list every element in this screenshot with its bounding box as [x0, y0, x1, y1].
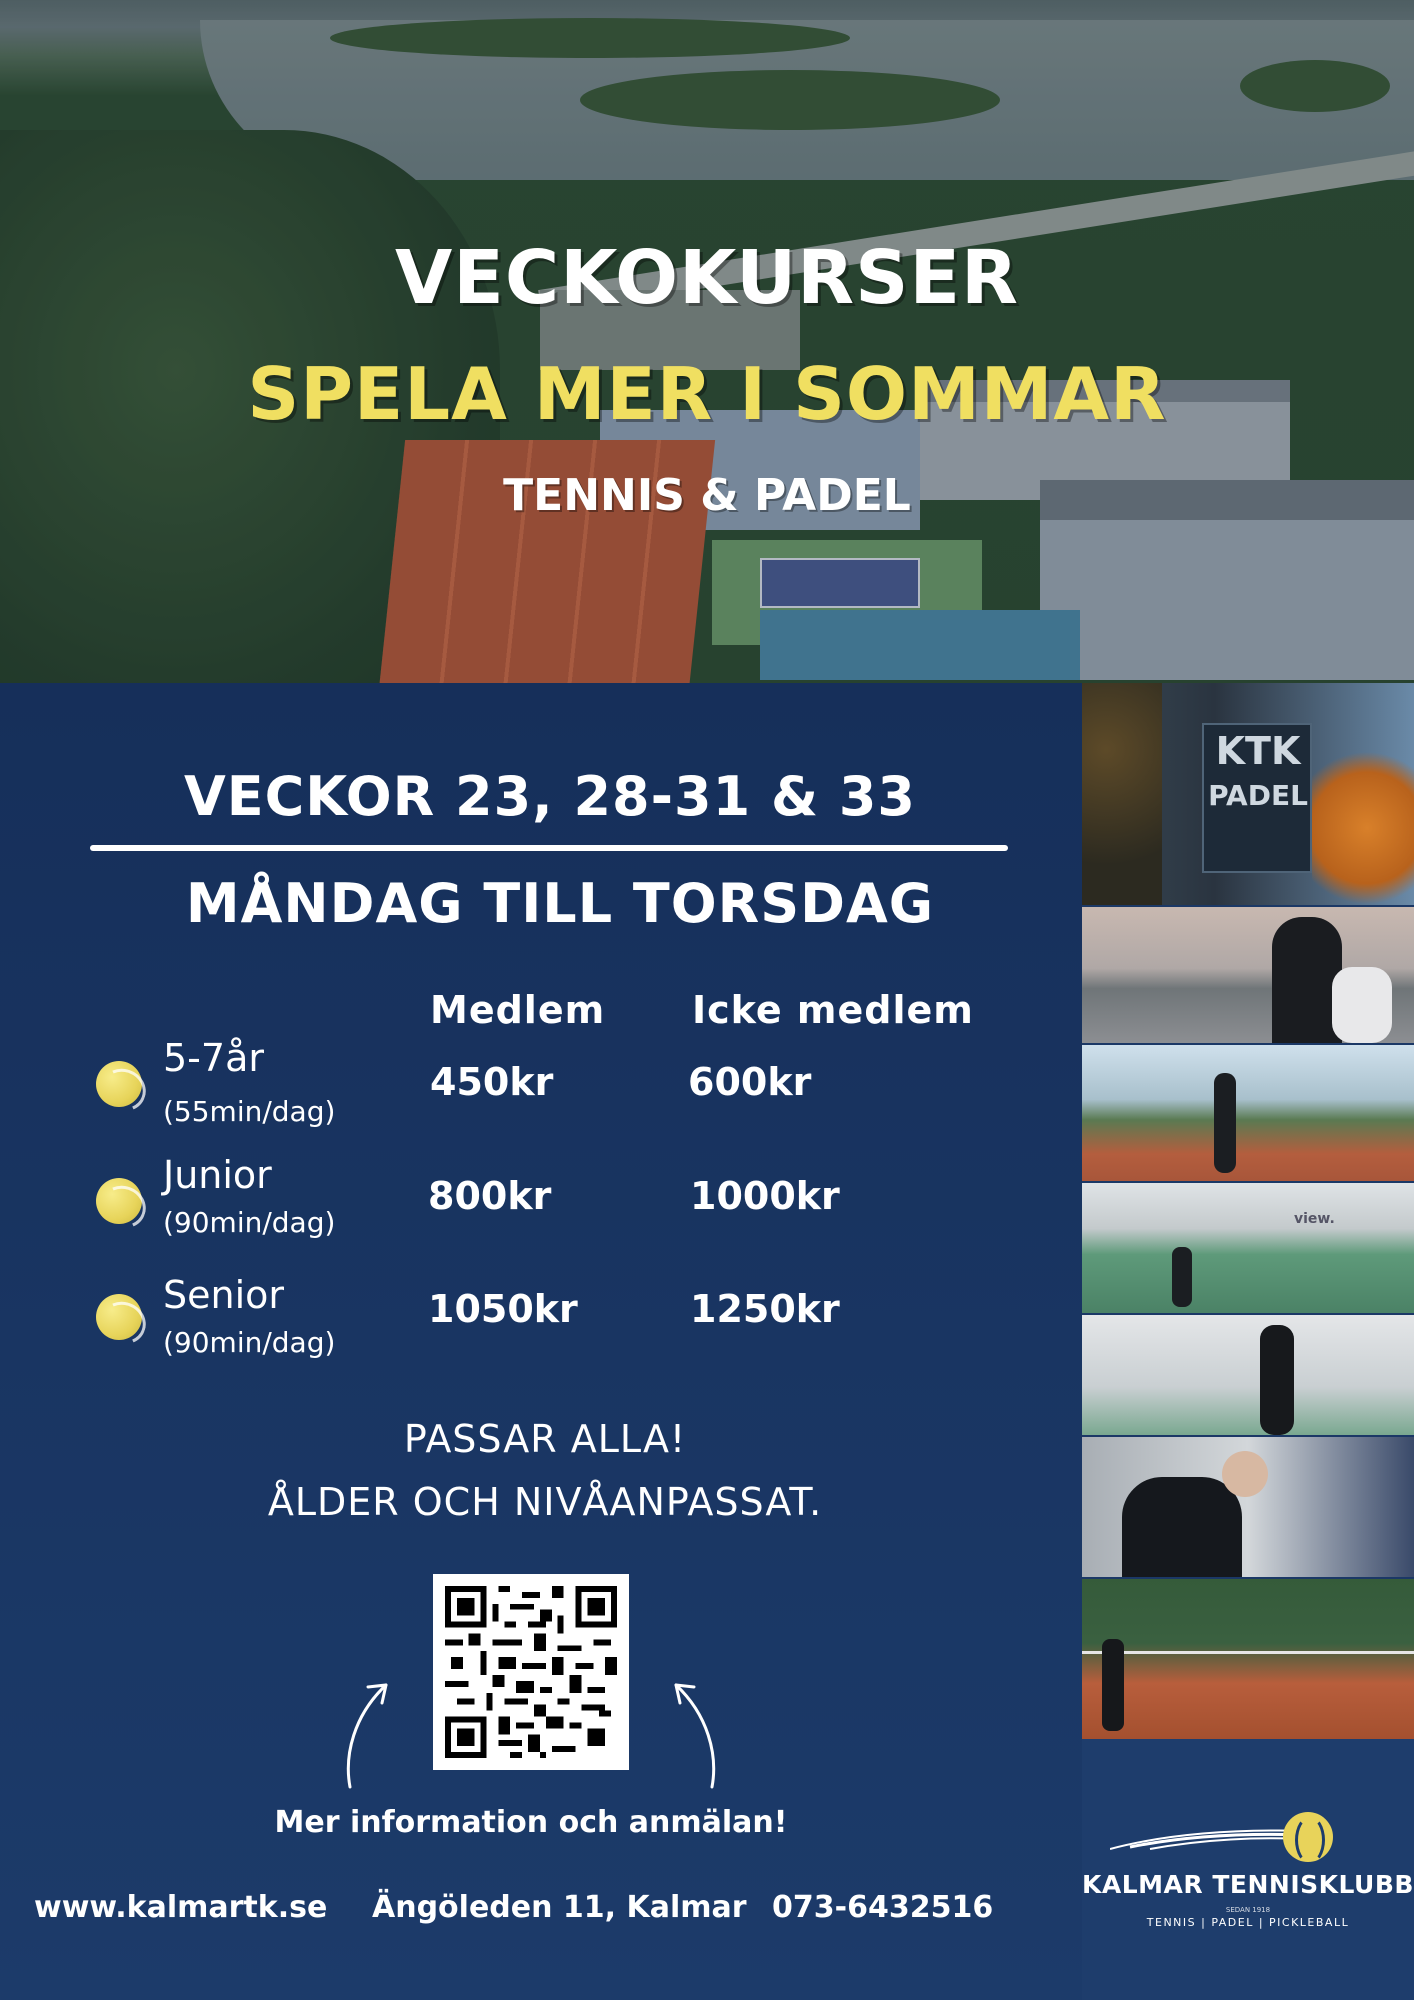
tennis-ball-icon: [96, 1294, 142, 1340]
photo-strip: [1082, 683, 1414, 1739]
indoor-sign-text: view.: [1294, 1211, 1335, 1227]
tennis-ball-logo-icon: [1283, 1812, 1333, 1862]
divider: [90, 845, 1008, 851]
photo-man-phone: [1082, 1437, 1414, 1577]
price-non-member: 1000kr: [690, 1174, 840, 1218]
price-member: 1050kr: [428, 1287, 578, 1331]
photo-indoor-court: [1082, 1183, 1414, 1313]
photo-player-lake: [1082, 907, 1414, 1043]
price-non-member: 1250kr: [690, 1287, 840, 1331]
footer-phone[interactable]: 073-6432516: [772, 1890, 994, 1925]
duration-label: (55min/dag): [163, 1095, 336, 1128]
weeks-heading: VECKOR 23, 28-31 & 33: [183, 765, 917, 828]
photo-clay-court: [1082, 1579, 1414, 1739]
category-label: Senior: [163, 1273, 285, 1317]
days-heading: MÅNDAG TILL TORSDAG: [185, 872, 935, 935]
price-non-member: 600kr: [688, 1060, 812, 1104]
hero-subtitle: SPELA MER I SOMMAR: [247, 352, 1167, 436]
duration-label: (90min/dag): [163, 1326, 336, 1359]
building-sign-text: PADEL: [1208, 779, 1308, 812]
photo-ktk-building: [1082, 683, 1414, 905]
tennis-ball-icon: [96, 1061, 142, 1107]
arrow-up-left-icon: [668, 1675, 728, 1795]
info-line-2: ÅLDER OCH NIVÅANPASSAT.: [267, 1480, 823, 1524]
info-line-1: PASSAR ALLA!: [403, 1417, 687, 1461]
photo-woman-ball: [1082, 1315, 1414, 1435]
tennis-ball-icon: [96, 1178, 142, 1224]
arrow-up-right-icon: [334, 1675, 394, 1795]
footer-address: Ängöleden 11, Kalmar: [372, 1890, 747, 1925]
category-label: Junior: [163, 1153, 272, 1197]
duration-label: (90min/dag): [163, 1206, 336, 1239]
category-label: 5-7år: [163, 1036, 264, 1080]
qr-code[interactable]: [433, 1574, 629, 1770]
price-member: 450kr: [430, 1060, 554, 1104]
swoosh-logo-mark: [1110, 1825, 1310, 1855]
club-name: KALMAR TENNISKLUBB: [1082, 1870, 1414, 1899]
column-header-non-member: Icke medlem: [692, 988, 974, 1032]
building-sign-text: KTK: [1215, 729, 1301, 773]
price-member: 800kr: [428, 1174, 552, 1218]
cta-text: Mer information och anmälan!: [274, 1805, 788, 1840]
footer-website[interactable]: www.kalmartk.se: [34, 1890, 328, 1925]
club-sports: TENNIS | PADEL | PICKLEBALL: [1146, 1916, 1350, 1929]
qr-code-graphic: [445, 1586, 617, 1758]
column-header-member: Medlem: [430, 988, 606, 1032]
hero-sports: TENNIS & PADEL: [503, 470, 911, 521]
hero-aerial-photo: [0, 0, 1414, 683]
hero-title: VECKOKURSER: [395, 235, 1019, 321]
photo-outdoor-serve: [1082, 1045, 1414, 1181]
club-since: SEDAN 1918: [1225, 1906, 1271, 1914]
